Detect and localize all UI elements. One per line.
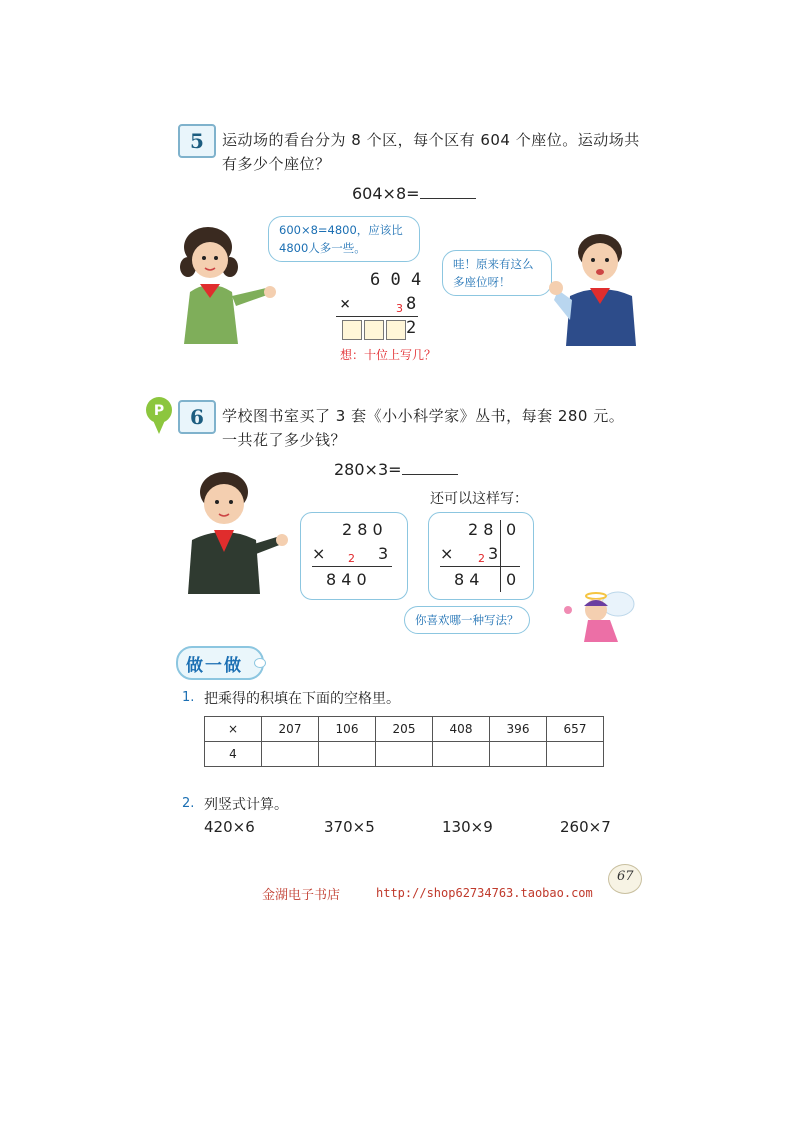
boy-2-illustration — [184, 468, 294, 598]
calc5-answer-box-2[interactable] — [364, 320, 384, 340]
answer-cell[interactable] — [547, 742, 604, 767]
table-cell: × — [205, 717, 262, 742]
table-cell: 106 — [319, 717, 376, 742]
problem-5-line-2: 有多少个座位？ — [222, 155, 331, 173]
problem-6-equation — [334, 460, 458, 479]
footer-store: 金湖电子书店 — [262, 888, 341, 903]
calc6b-top: 2 8 — [468, 520, 494, 539]
calc6b-line — [440, 566, 520, 567]
calc5-line — [336, 316, 418, 317]
table-row — [205, 742, 604, 767]
p-badge-text: P — [153, 403, 165, 419]
exercise-3: 130×9 — [442, 818, 493, 836]
alt-label: 还可以这样写： — [430, 491, 528, 507]
practice-title-tail — [254, 658, 266, 668]
equation-text: 280×3= — [334, 460, 402, 479]
calc6b-bottom: 3 — [488, 544, 499, 563]
exercise-2: 370×5 — [324, 818, 375, 836]
answer-cell[interactable] — [262, 742, 319, 767]
calc6a-top: 2 8 0 — [342, 520, 383, 539]
answer-cell[interactable] — [376, 742, 433, 767]
calc5-hint: 想：十位上写几？ — [340, 348, 437, 362]
calc5-carry: 3 — [396, 302, 403, 315]
calc6b-times: × — [440, 544, 454, 563]
answer-cell[interactable] — [319, 742, 376, 767]
problem-5-line-1: 运动场的看台分为 8 个区，每个区有 604 个座位。运动场共 — [222, 131, 640, 149]
problem-5-equation — [352, 184, 476, 203]
fairy-illustration — [562, 586, 638, 652]
q2-text: 列竖式计算。 — [204, 797, 288, 813]
exercise-1: 420×6 — [204, 818, 255, 836]
calc5-top: 6 0 4 — [370, 270, 422, 290]
problem-6-line-1: 学校图书室买了 3 套《小小科学家》丛书，每套 280 元。 — [222, 407, 625, 425]
calc5-last-digit: 2 — [406, 318, 417, 338]
calc6a-result: 8 4 0 — [326, 570, 367, 589]
p-badge-icon — [144, 396, 174, 436]
footer-url[interactable]: http://shop62734763.taobao.com — [376, 886, 593, 900]
problem-5-number-icon: 5 — [178, 124, 216, 158]
calc6b-top-zero: 0 — [506, 520, 517, 539]
product-table — [204, 716, 604, 767]
problem-6-number-icon: 6 — [178, 400, 216, 434]
answer-blank[interactable] — [420, 184, 476, 199]
calc5-times: × — [340, 294, 351, 314]
calc5-answer-box-1[interactable] — [342, 320, 362, 340]
calc6a-carry: 2 — [348, 552, 355, 565]
table-cell: 408 — [433, 717, 490, 742]
answer-cell[interactable] — [490, 742, 547, 767]
equation-text: 604×8= — [352, 184, 420, 203]
calc6b-divider — [500, 520, 501, 592]
answer-blank[interactable] — [402, 460, 458, 475]
table-cell: 396 — [490, 717, 547, 742]
calc6b-carry: 2 — [478, 552, 485, 565]
calc6a-bottom: 3 — [378, 544, 389, 563]
table-cell: 207 — [262, 717, 319, 742]
table-cell: 4 — [205, 742, 262, 767]
table-cell: 657 — [547, 717, 604, 742]
boy-illustration — [548, 230, 648, 348]
q1-number: 1. — [182, 690, 195, 705]
practice-title-text: 做一做 — [186, 656, 243, 676]
table-header-row — [205, 717, 604, 742]
bubble-right: 哇！原来有这么多座位呀！ — [442, 250, 552, 296]
question-bubble: 你喜欢哪一种写法？ — [404, 606, 530, 634]
calc5-answer-box-3[interactable] — [386, 320, 406, 340]
q1-text: 把乘得的积填在下面的空格里。 — [204, 691, 400, 707]
page-number-text: 67 — [617, 869, 634, 884]
table-cell: 205 — [376, 717, 433, 742]
calc6b-result-zero: 0 — [506, 570, 517, 589]
q2-number: 2. — [182, 796, 195, 811]
exercise-4: 260×7 — [560, 818, 611, 836]
bubble-left: 600×8=4800，应该比4800人多一些。 — [268, 216, 420, 262]
calc6a-times: × — [312, 544, 326, 563]
problem-6-line-2: 一共花了多少钱？ — [222, 431, 347, 449]
calc6a-line — [312, 566, 392, 567]
answer-cell[interactable] — [433, 742, 490, 767]
calc6b-result: 8 4 — [454, 570, 480, 589]
calc5-bottom: 8 — [406, 294, 417, 314]
